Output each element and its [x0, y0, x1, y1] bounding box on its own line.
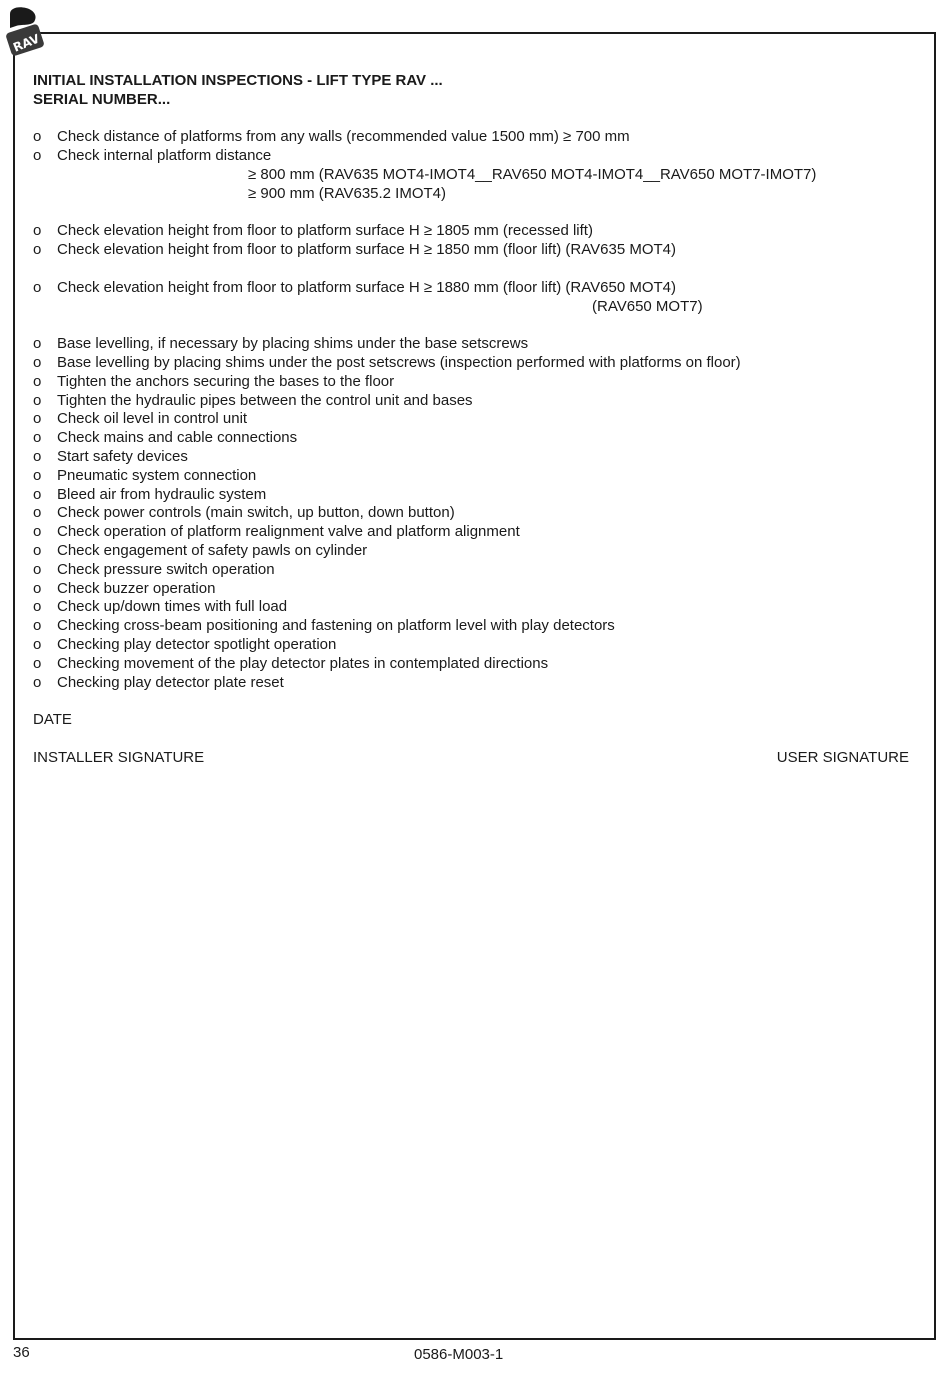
- checklist-item-text: Bleed air from hydraulic system: [57, 485, 267, 503]
- checklist-item-text: Check mains and cable connections: [57, 429, 298, 447]
- checkbox-bullet-icon: o: [33, 541, 42, 559]
- signature-row: [33, 749, 909, 768]
- checkbox-bullet-icon: o: [33, 673, 42, 691]
- inspection-sheet: [33, 72, 913, 767]
- checklist-item: [33, 636, 913, 655]
- user-signature-label: USER SIGNATURE: [776, 748, 909, 766]
- checklist-item-text: Checking play detector spotlight operation: [57, 635, 337, 653]
- checklist-item: [33, 392, 913, 411]
- checklist-item-text: Check distance of platforms from any walls (recommended value 1500 mm) ≥ 700 mm: [57, 128, 630, 146]
- checklist-item-text: Check pressure switch operation: [57, 560, 275, 578]
- checklist-item: [33, 542, 913, 561]
- checklist-item-text: Check up/down times with full load: [57, 598, 288, 616]
- checklist-item: [33, 335, 913, 354]
- serial-number-label: SERIAL NUMBER...: [33, 90, 171, 108]
- checklist-item: [33, 373, 913, 392]
- checkbox-bullet-icon: o: [33, 504, 42, 522]
- checklist-item: [33, 354, 913, 373]
- checklist-item: [33, 448, 913, 467]
- checklist-item: [33, 523, 913, 542]
- installer-signature-label: INSTALLER SIGNATURE: [33, 748, 205, 766]
- checklist-item-text: Check internal platform distance: [57, 147, 272, 165]
- checklist-item: [33, 279, 913, 298]
- checklist-item-text: Check elevation height from floor to platform surface H ≥ 1850 mm (floor lift) (RAV635 MOT4): [57, 241, 677, 259]
- checkbox-bullet-icon: o: [33, 353, 42, 371]
- date-label: DATE: [33, 711, 72, 729]
- checklist-item: [33, 617, 913, 636]
- checkbox-bullet-icon: o: [33, 335, 42, 353]
- internal-distance-spec-1: ≥ 800 mm (RAV635 MOT4-IMOT4__RAV650 MOT4-IMOT4__RAV650 MOT7-IMOT7): [248, 165, 817, 183]
- checkbox-bullet-icon: o: [33, 372, 42, 390]
- checkbox-bullet-icon: o: [33, 241, 42, 259]
- checklist-item: [33, 674, 913, 693]
- checkbox-bullet-icon: o: [33, 410, 42, 428]
- checklist-item-text: Start safety devices: [57, 447, 188, 465]
- checkbox-bullet-icon: o: [33, 466, 42, 484]
- checklist-item-text: Base levelling by placing shims under the post setscrews (inspection performed with platforms on floor): [57, 353, 741, 371]
- checklist-item: [33, 222, 913, 241]
- checklist-item: [33, 504, 913, 523]
- checklist-item-text: Check elevation height from floor to platform surface H ≥ 1880 mm (floor lift) (RAV650 MOT4): [57, 278, 677, 296]
- checkbox-bullet-icon: o: [33, 147, 42, 165]
- checkbox-bullet-icon: o: [33, 579, 42, 597]
- checklist-item-text: Tighten the hydraulic pipes between the control unit and bases: [57, 391, 473, 409]
- checklist-item-text: Base levelling, if necessary by placing shims under the base setscrews: [57, 335, 529, 353]
- checklist-item: [33, 561, 913, 580]
- checklist-item: [33, 128, 913, 147]
- checklist-item-text: Check power controls (main switch, up button, down button): [57, 504, 455, 522]
- checkbox-bullet-icon: o: [33, 391, 42, 409]
- checklist-item-text: Check engagement of safety pawls on cylinder: [57, 541, 368, 559]
- document-title: INITIAL INSTALLATION INSPECTIONS - LIFT TYPE RAV ...: [33, 72, 443, 89]
- checkbox-bullet-icon: o: [33, 278, 42, 296]
- internal-distance-spec-2: ≥ 900 mm (RAV635.2 IMOT4): [248, 184, 447, 202]
- checklist-item: [33, 486, 913, 505]
- checklist-item: [33, 467, 913, 486]
- checklist-item: [33, 410, 913, 429]
- checklist-item-text: Pneumatic system connection: [57, 466, 257, 484]
- checklist-item-text: Checking cross-beam positioning and fastening on platform level with play detectors: [57, 617, 615, 635]
- checkbox-bullet-icon: o: [33, 128, 42, 146]
- document-reference: 0586-M003-1: [414, 1346, 504, 1363]
- checklist-item-text: Check operation of platform realignment valve and platform alignment: [57, 523, 520, 541]
- checkbox-bullet-icon: o: [33, 598, 42, 616]
- checkbox-bullet-icon: o: [33, 654, 42, 672]
- checkbox-bullet-icon: o: [33, 617, 42, 635]
- checklist-item: [33, 429, 913, 448]
- checklist-item-text: Check elevation height from floor to platform surface H ≥ 1805 mm (recessed lift): [57, 222, 593, 240]
- checkbox-bullet-icon: o: [33, 429, 42, 447]
- checkbox-bullet-icon: o: [33, 635, 42, 653]
- checklist-item-text: Checking play detector plate reset: [57, 673, 284, 691]
- checkbox-bullet-icon: o: [33, 447, 42, 465]
- checkbox-bullet-icon: o: [33, 485, 42, 503]
- checklist-item-text: Tighten the anchors securing the bases to the floor: [57, 372, 395, 390]
- checklist-item-text: Checking movement of the play detector plates in contemplated directions: [57, 654, 549, 672]
- checklist-item-text: Check oil level in control unit: [57, 410, 248, 428]
- page-number: 36: [13, 1344, 30, 1361]
- elevation-spec-rav650-mot7: (RAV650 MOT7): [592, 297, 703, 315]
- svg-text:RAV: RAV: [11, 31, 42, 55]
- rav-logo: [4, 4, 48, 56]
- checkbox-bullet-icon: o: [33, 560, 42, 578]
- checklist-item: [33, 147, 913, 166]
- checklist-item: [33, 598, 913, 617]
- checklist-item: [33, 580, 913, 599]
- checklist-item: [33, 241, 913, 260]
- checkbox-bullet-icon: o: [33, 222, 42, 240]
- checklist-item-text: Check buzzer operation: [57, 579, 216, 597]
- checklist-item: [33, 655, 913, 674]
- checkbox-bullet-icon: o: [33, 523, 42, 541]
